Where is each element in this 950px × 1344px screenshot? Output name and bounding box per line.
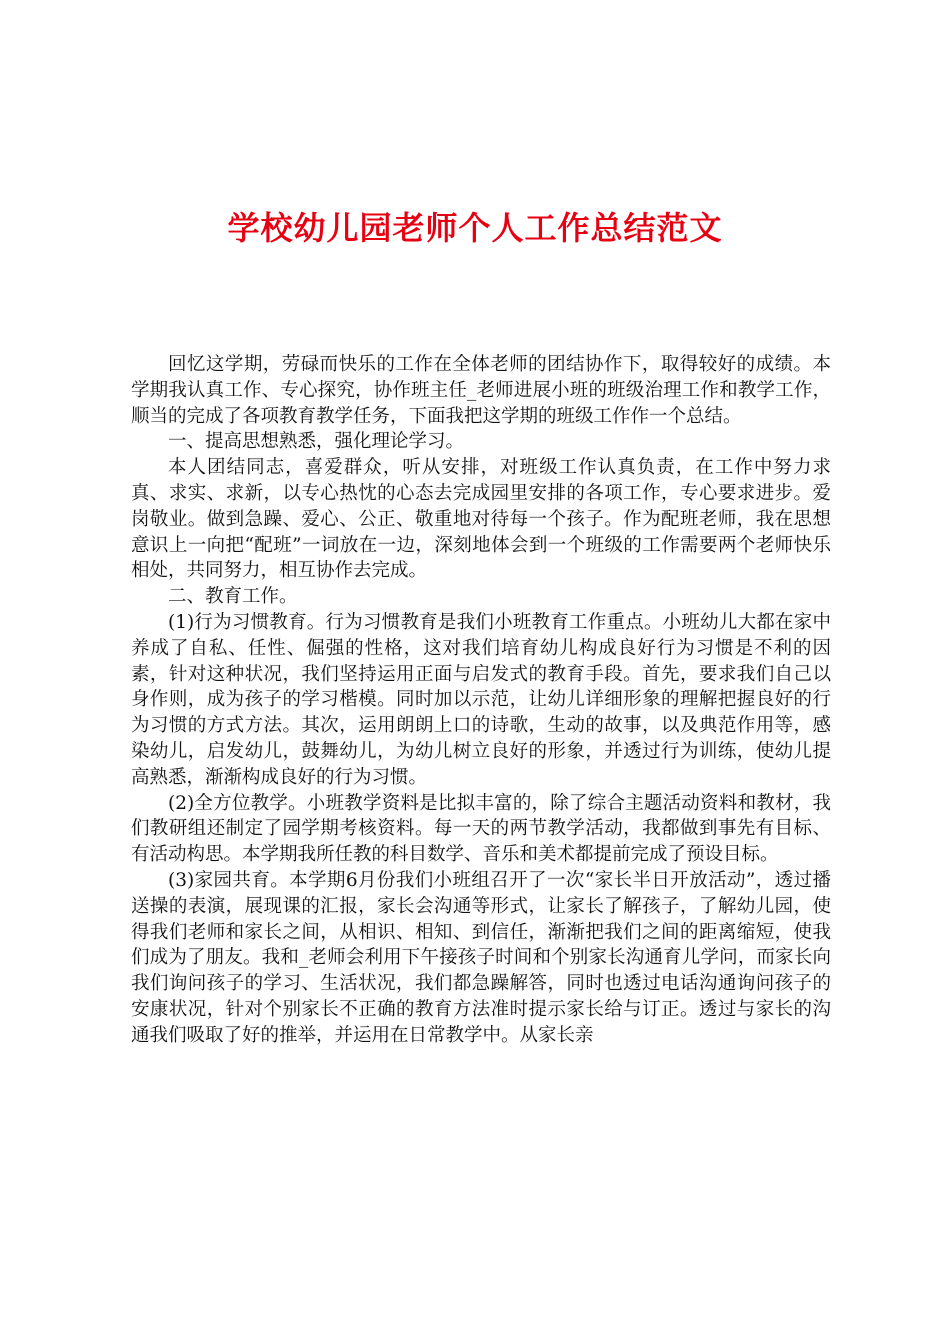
section-heading-2: 二、教育工作。 — [168, 586, 298, 608]
paragraph-habit-education: (1)行为习惯教育。行为习惯教育是我们小班教育工作重点。小班幼儿大都在家中养成了自私、任性、倔强的性格，这对我们培育幼儿构成良好行为习惯是不利的因素，针对这种状况，我们坚持运用正面与启发式的教育手段。首先，要求我们自己以身作则，成为孩子的学习楷模。同时加以示范，让幼儿详细形象的理解把握良好的行为习惯的方式方法。其次，运用朗朗上口的诗歌，生动的故事，以及典范作用等，感染幼儿，启发幼儿，鼓舞幼儿，为幼儿树立良好的形象，并透过行为训练，使幼儿提高熟悉，渐渐构成良好的行为习惯。 — [131, 611, 831, 788]
document-title: 学校幼儿园老师个人工作总结范文 — [227, 209, 723, 247]
document-body — [131, 352, 831, 1049]
paragraph-section-1: 本人团结同志，喜爱群众，听从安排，对班级工作认真负责，在工作中努力求真、求实、求新，以专心热忱的心态去完成园里安排的各项工作，专心要求进步。爱岗敬业。做到急躁、爱心、公正、敬重地对待每一个孩子。作为配班老师，我在思想意识上一向把“配班”一词放在一边，深刻地体会到一个班级的工作需要两个老师快乐相处，共同努力，相互协作去完成。 — [131, 457, 831, 582]
paragraph-intro: 回忆这学期，劳碌而快乐的工作在全体老师的团结协作下，取得较好的成绩。本学期我认真工作、专心探究，协作班主任_老师进展小班的班级治理工作和教学工作，顺当的完成了各项教育教学任务，下面我把这学期的班级工作作一个总结。 — [131, 354, 831, 427]
paragraph-home-school: (3)家园共育。本学期6月份我们小班组召开了一次“家长半日开放活动”，透过播送操的表演，展现课的汇报，家长会沟通等形式，让家长了解孩子，了解幼儿园，使得我们老师和家长之间，从相识、相知、到信任，渐渐把我们之间的距离缩短，使我们成为了朋友。我和_老师会利用下午接孩子时间和个别家长沟通育儿学问，而家长向我们询问孩子的学习、生活状况，我们都急躁解答，同时也透过电话沟通询问孩子的安康状况，针对个别家长不正确的教育方法准时提示家长给与订正。透过与家长的沟通我们吸取了好的推举，并运用在日常教学中。从家长亲 — [131, 869, 831, 1046]
paragraph-all-round-teaching: (2)全方位教学。小班教学资料是比拟丰富的，除了综合主题活动资料和教材，我们教研组还制定了园学期考核资料。每一天的两节教学活动，我都做到事先有目标、有活动构思。本学期我所任教的科目数学、音乐和美术都提前完成了预设目标。 — [131, 792, 831, 866]
section-heading-1: 一、提高思想熟悉，强化理论学习。 — [168, 431, 465, 453]
